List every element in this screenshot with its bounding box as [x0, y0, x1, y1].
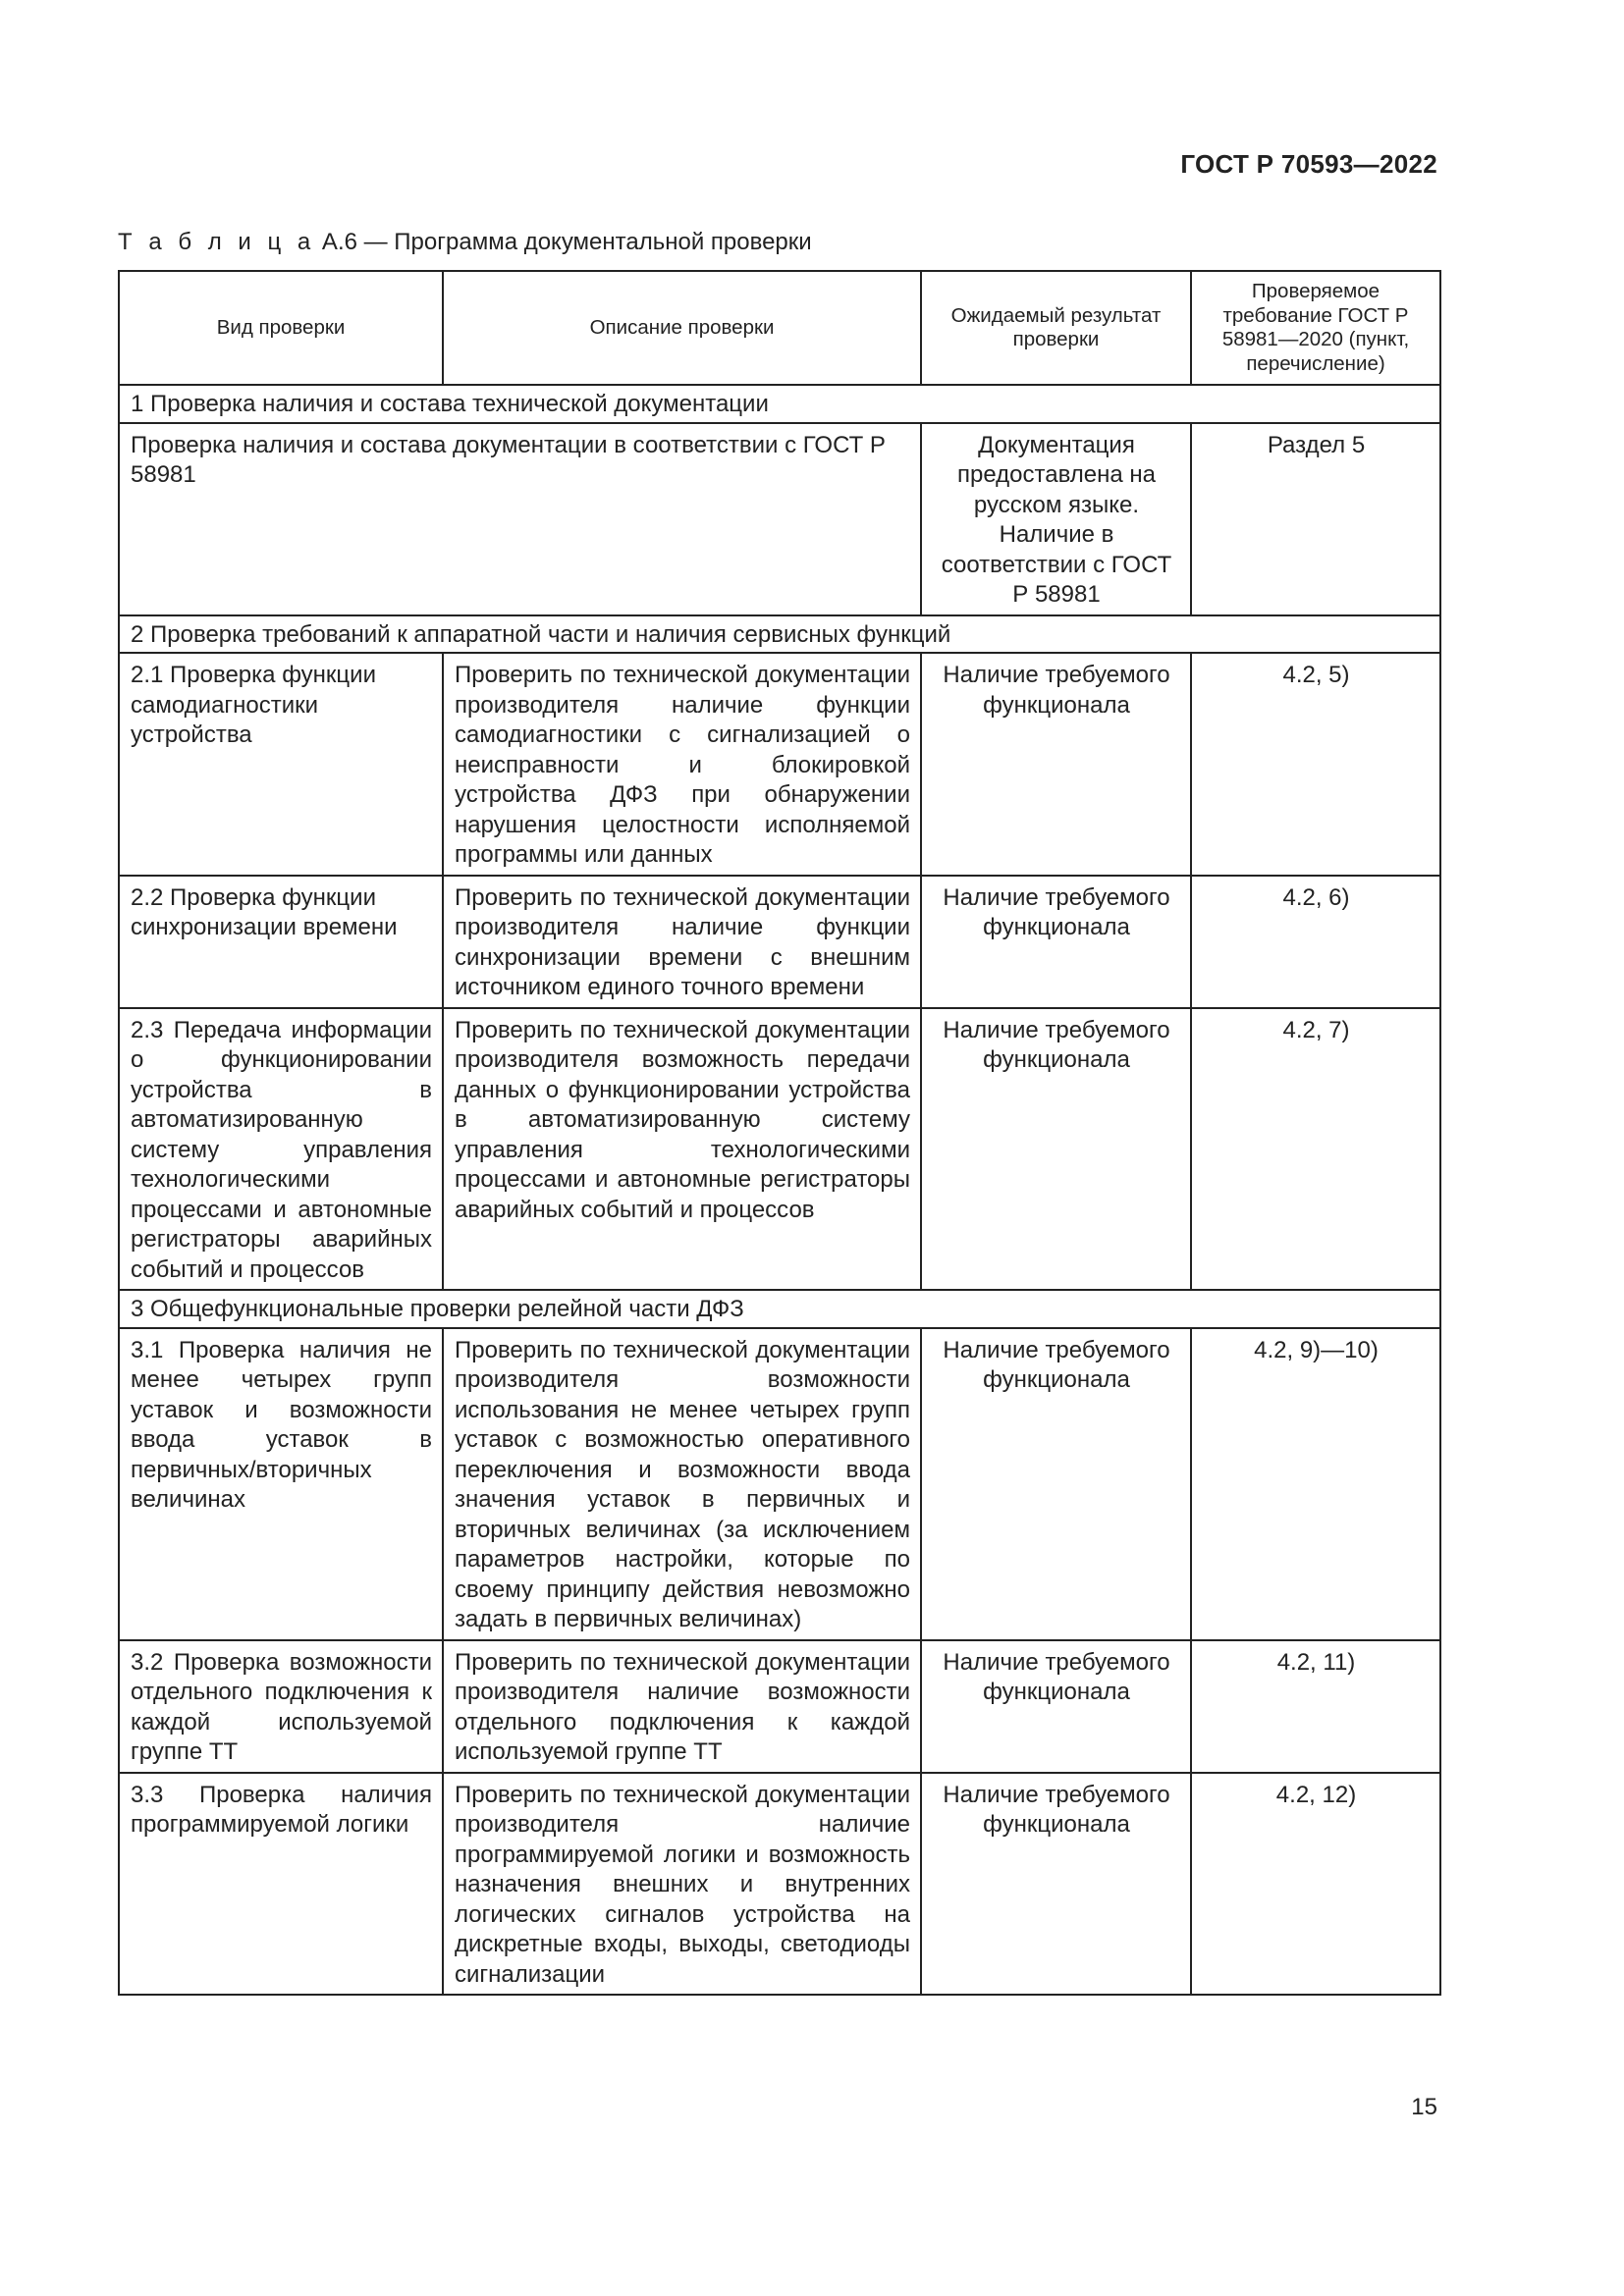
- section-row: [119, 385, 1440, 423]
- cell-expected: Наличие требуемого функционала: [921, 876, 1191, 1008]
- table-caption-text: А.6 — Программа документальной проверки: [315, 229, 812, 255]
- cell-expected: Документация предоставлена на русском языке. Наличие в соответствии с ГОСТ Р 58981: [921, 423, 1191, 615]
- table-row: [119, 876, 1440, 1008]
- cell-expected: Наличие требуемого функционала: [921, 1008, 1191, 1291]
- cell-description: Проверить по технической документации производителя наличие возможности отдельного подключения к каждой используемой группе ТТ: [443, 1640, 921, 1773]
- cell-type: 3.1 Проверка наличия не менее четырех групп уставок и возможности ввода уставок в первичных/вторичных величинах: [119, 1328, 443, 1640]
- header-check-type: Вид проверки: [119, 271, 443, 385]
- table-caption-prefix: Т а б л и ц а: [118, 229, 316, 255]
- cell-description: Проверить по технической документации производителя наличие функции самодиагностики с сигнализацией о неисправности и блокировкой устройства ДФЗ при обнаружении нарушения целостности исполняемой программы или данных: [443, 653, 921, 876]
- cell-expected: Наличие требуемого функционала: [921, 1773, 1191, 1996]
- cell-requirement: 4.2, 6): [1191, 876, 1440, 1008]
- section-title: 2 Проверка требований к аппаратной части и наличия сервисных функций: [119, 615, 1440, 654]
- section-title: 3 Общефункциональные проверки релейной части ДФЗ: [119, 1290, 1440, 1328]
- section-title: 1 Проверка наличия и состава технической документации: [119, 385, 1440, 423]
- section-row: [119, 1290, 1440, 1328]
- cell-requirement: Раздел 5: [1191, 423, 1440, 615]
- cell-type: 3.3 Проверка наличия программируемой логики: [119, 1773, 443, 1996]
- cell-expected: Наличие требуемого функционала: [921, 653, 1191, 876]
- cell-type: 2.3 Передача информации о функционировании устройства в автоматизированную систему управления технологическими процессами и автономные регистраторы аварийных событий и процессов: [119, 1008, 443, 1291]
- table-row: [119, 1008, 1440, 1291]
- header-check-description: Описание проверки: [443, 271, 921, 385]
- cell-expected: Наличие требуемого функционала: [921, 1640, 1191, 1773]
- table-row: [119, 423, 1440, 615]
- cell-requirement: 4.2, 11): [1191, 1640, 1440, 1773]
- cell-type: 2.2 Проверка функции синхронизации времени: [119, 876, 443, 1008]
- cell-description: Проверить по технической документации производителя наличие функции синхронизации времени с внешним источником единого точного времени: [443, 876, 921, 1008]
- table-row: [119, 653, 1440, 876]
- table-row: [119, 1640, 1440, 1773]
- cell-requirement: 4.2, 12): [1191, 1773, 1440, 1996]
- cell-type: 2.1 Проверка функции самодиагностики устройства: [119, 653, 443, 876]
- cell-description: Проверить по технической документации производителя возможности использования не менее четырех групп уставок с возможностью оперативного переключения и возможности ввода значения уставок в первичных и вторичных величинах (за исключением параметров настройки, которые по своему принципу действия невозможно задать в первичных величинах): [443, 1328, 921, 1640]
- cell-requirement: 4.2, 7): [1191, 1008, 1440, 1291]
- header-requirement: Проверяемое требование ГОСТ Р 58981—2020 (пункт, перечисление): [1191, 271, 1440, 385]
- cell-description: Проверить по технической документации производителя возможность передачи данных о функционировании устройства в автоматизированную систему управления технологическими процессами и автономные регистраторы аварийных событий и процессов: [443, 1008, 921, 1291]
- verification-program-table: [118, 270, 1441, 1996]
- header-expected-result: Ожидаемый результат проверки: [921, 271, 1191, 385]
- section-row: [119, 615, 1440, 654]
- table-row: [119, 1773, 1440, 1996]
- page-number: 15: [1411, 2094, 1437, 2120]
- cell-expected: Наличие требуемого функционала: [921, 1328, 1191, 1640]
- cell-type: 3.2 Проверка возможности отдельного подключения к каждой используемой группе ТТ: [119, 1640, 443, 1773]
- cell-description: Проверка наличия и состава документации в соответствии с ГОСТ Р 58981: [119, 423, 921, 615]
- table-header-row: [119, 271, 1440, 385]
- cell-requirement: 4.2, 5): [1191, 653, 1440, 876]
- table-caption: [118, 229, 812, 256]
- document-code: ГОСТ Р 70593—2022: [1180, 149, 1437, 179]
- cell-description: Проверить по технической документации производителя наличие программируемой логики и возможность назначения внешних и внутренних логических сигналов устройства на дискретные входы, выходы, светодиоды сигнализации: [443, 1773, 921, 1996]
- table-row: [119, 1328, 1440, 1640]
- cell-requirement: 4.2, 9)—10): [1191, 1328, 1440, 1640]
